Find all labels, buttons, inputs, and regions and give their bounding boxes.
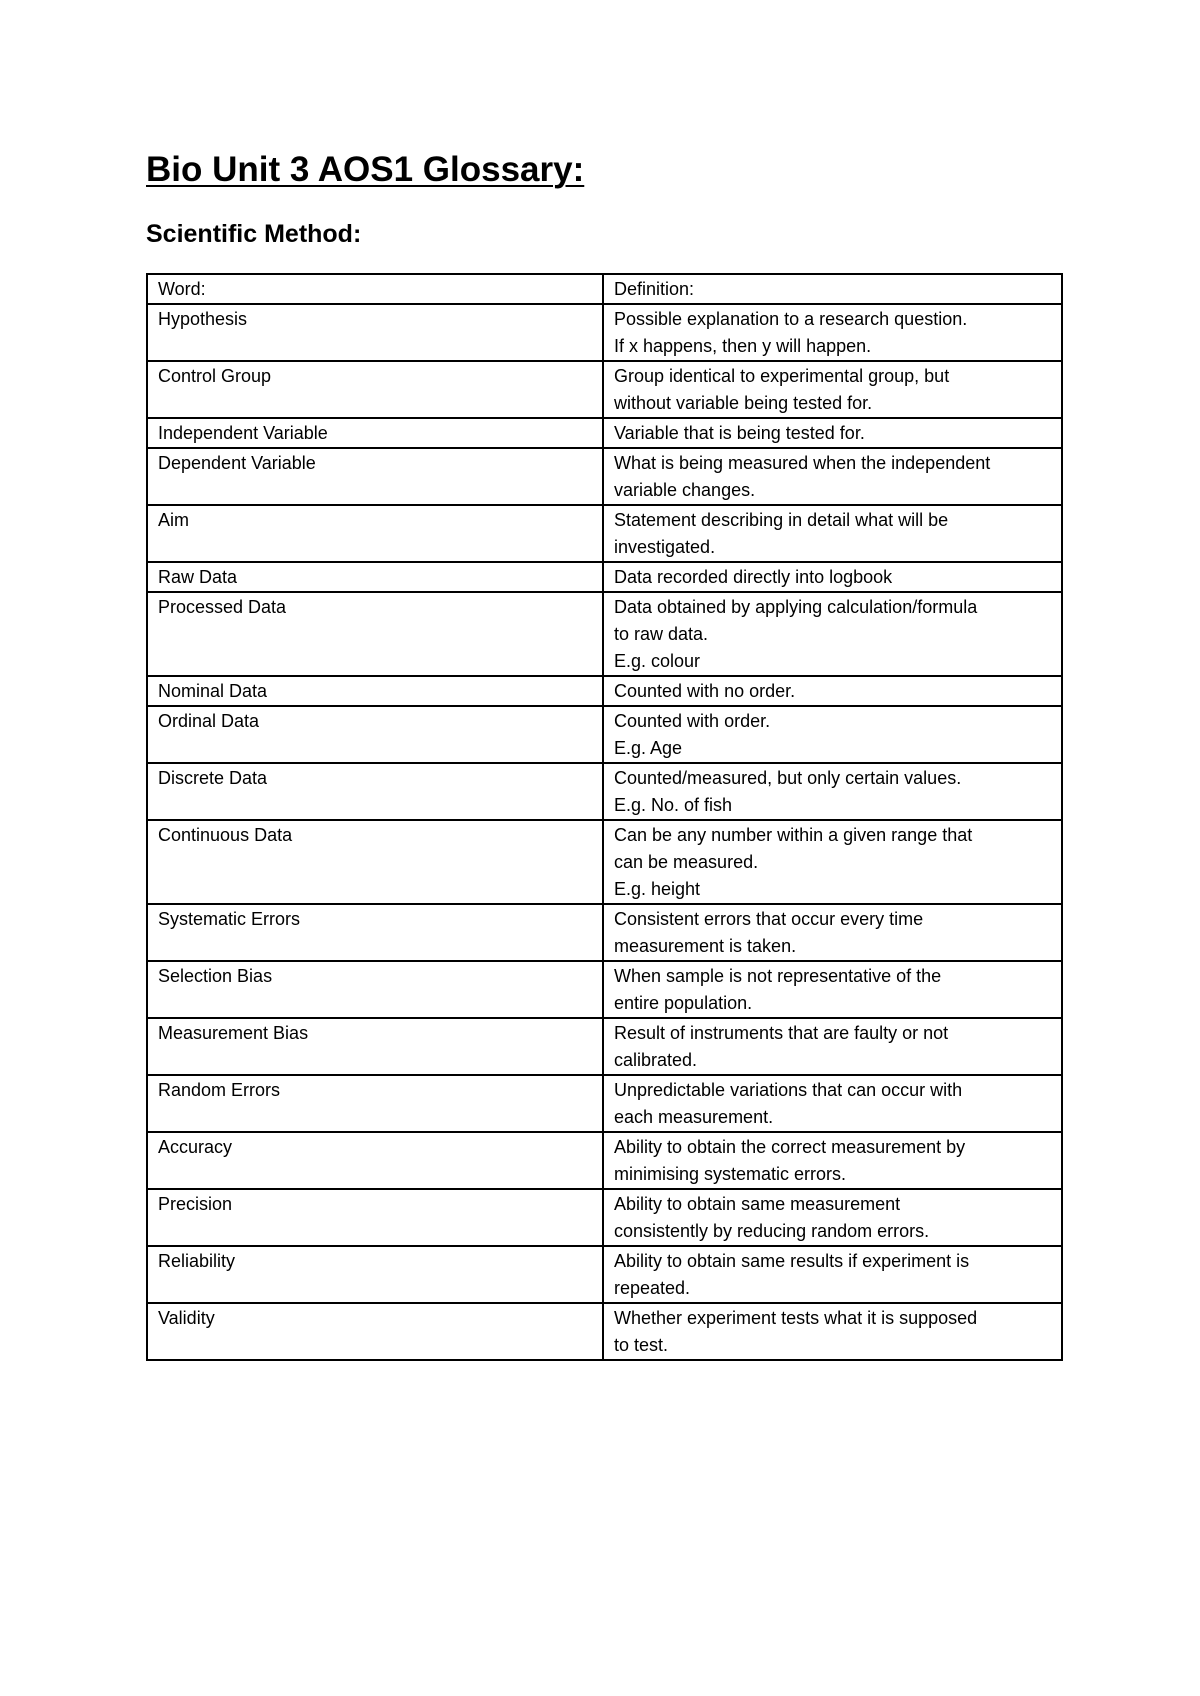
term-cell: Discrete Data	[147, 763, 603, 820]
definition-cell	[603, 562, 1062, 592]
definition-cell	[603, 820, 1062, 904]
definition-line: Statement describing in detail what will be	[614, 510, 949, 530]
definition-line: without variable being tested for.	[614, 393, 873, 413]
table-row	[147, 961, 1062, 1018]
glossary-table	[146, 273, 1063, 1361]
definition-cell	[603, 1132, 1062, 1189]
definition-line: Data obtained by applying calculation/formula	[614, 597, 978, 617]
definition-line: can be measured.	[614, 852, 759, 872]
definition-line: Counted with order.	[614, 711, 771, 731]
definition-line: Whether experiment tests what it is supposed	[614, 1308, 978, 1328]
definition-line: consistently by reducing random errors.	[614, 1221, 930, 1241]
table-row	[147, 592, 1062, 676]
term-cell: Independent Variable	[147, 418, 603, 448]
table-row	[147, 904, 1062, 961]
definition-line: repeated.	[614, 1278, 691, 1298]
table-row	[147, 763, 1062, 820]
definition-cell	[603, 1018, 1062, 1075]
definition-cell	[603, 676, 1062, 706]
definition-line: calibrated.	[614, 1050, 698, 1070]
table-row	[147, 1303, 1062, 1360]
term-cell: Hypothesis	[147, 304, 603, 361]
term-cell: Continuous Data	[147, 820, 603, 904]
definition-line: to test.	[614, 1335, 669, 1355]
definition-cell	[603, 1303, 1062, 1360]
glossary-body	[147, 304, 1062, 1360]
term-cell: Nominal Data	[147, 676, 603, 706]
definition-cell	[603, 448, 1062, 505]
definition-line: If x happens, then y will happen.	[614, 336, 872, 356]
definition-cell	[603, 1246, 1062, 1303]
term-cell: Selection Bias	[147, 961, 603, 1018]
term-cell: Measurement Bias	[147, 1018, 603, 1075]
table-row	[147, 562, 1062, 592]
definition-cell	[603, 1189, 1062, 1246]
table-row	[147, 361, 1062, 418]
definition-line: entire population.	[614, 993, 753, 1013]
definition-line: Data recorded directly into logbook	[614, 567, 893, 587]
definition-cell	[603, 763, 1062, 820]
header-word: Word:	[147, 274, 603, 304]
document-title: Bio Unit 3 AOS1 Glossary:	[146, 150, 585, 189]
definition-line: Counted/measured, but only certain values.	[614, 768, 962, 788]
definition-line: Group identical to experimental group, but	[614, 366, 950, 386]
table-row	[147, 418, 1062, 448]
table-row	[147, 448, 1062, 505]
term-cell: Random Errors	[147, 1075, 603, 1132]
definition-line: to raw data.	[614, 624, 709, 644]
definition-line: Variable that is being tested for.	[614, 423, 865, 443]
definition-line: Ability to obtain same measurement	[614, 1194, 901, 1214]
definition-cell	[603, 1075, 1062, 1132]
table-row	[147, 1132, 1062, 1189]
definition-cell	[603, 304, 1062, 361]
term-cell: Accuracy	[147, 1132, 603, 1189]
term-cell: Raw Data	[147, 562, 603, 592]
table-row	[147, 1075, 1062, 1132]
header-definition: Definition:	[603, 274, 1062, 304]
table-row	[147, 1246, 1062, 1303]
table-row	[147, 505, 1062, 562]
term-cell: Validity	[147, 1303, 603, 1360]
definition-cell	[603, 361, 1062, 418]
definition-line: Can be any number within a given range that	[614, 825, 973, 845]
definition-line: E.g. height	[614, 879, 701, 899]
definition-line: each measurement.	[614, 1107, 774, 1127]
definition-line: E.g. No. of fish	[614, 795, 733, 815]
table-row	[147, 676, 1062, 706]
table-row	[147, 820, 1062, 904]
definition-cell	[603, 592, 1062, 676]
definition-line: When sample is not representative of the	[614, 966, 942, 986]
term-cell: Control Group	[147, 361, 603, 418]
definition-line: Result of instruments that are faulty or not	[614, 1023, 949, 1043]
definition-cell	[603, 904, 1062, 961]
definition-cell	[603, 505, 1062, 562]
term-cell: Systematic Errors	[147, 904, 603, 961]
table-row	[147, 1018, 1062, 1075]
definition-line: Possible explanation to a research question.	[614, 309, 968, 329]
table-row	[147, 304, 1062, 361]
term-cell: Ordinal Data	[147, 706, 603, 763]
definition-line: minimising systematic errors.	[614, 1164, 847, 1184]
definition-line: Consistent errors that occur every time	[614, 909, 924, 929]
definition-cell	[603, 961, 1062, 1018]
section-title: Scientific Method:	[146, 220, 362, 248]
definition-line: variable changes.	[614, 480, 756, 500]
definition-line: Unpredictable variations that can occur with	[614, 1080, 963, 1100]
definition-line: E.g. Age	[614, 738, 683, 758]
term-cell: Precision	[147, 1189, 603, 1246]
table-header-row	[147, 274, 1062, 304]
definition-line: E.g. colour	[614, 651, 701, 671]
term-cell: Reliability	[147, 1246, 603, 1303]
table-row	[147, 1189, 1062, 1246]
table-row	[147, 706, 1062, 763]
term-cell: Processed Data	[147, 592, 603, 676]
definition-cell	[603, 418, 1062, 448]
definition-line: What is being measured when the independent	[614, 453, 991, 473]
definition-line: investigated.	[614, 537, 716, 557]
definition-line: Ability to obtain the correct measurement by	[614, 1137, 966, 1157]
definition-line: Counted with no order.	[614, 681, 796, 701]
definition-line: measurement is taken.	[614, 936, 797, 956]
term-cell: Aim	[147, 505, 603, 562]
definition-line: Ability to obtain same results if experiment is	[614, 1251, 970, 1271]
term-cell: Dependent Variable	[147, 448, 603, 505]
definition-cell	[603, 706, 1062, 763]
